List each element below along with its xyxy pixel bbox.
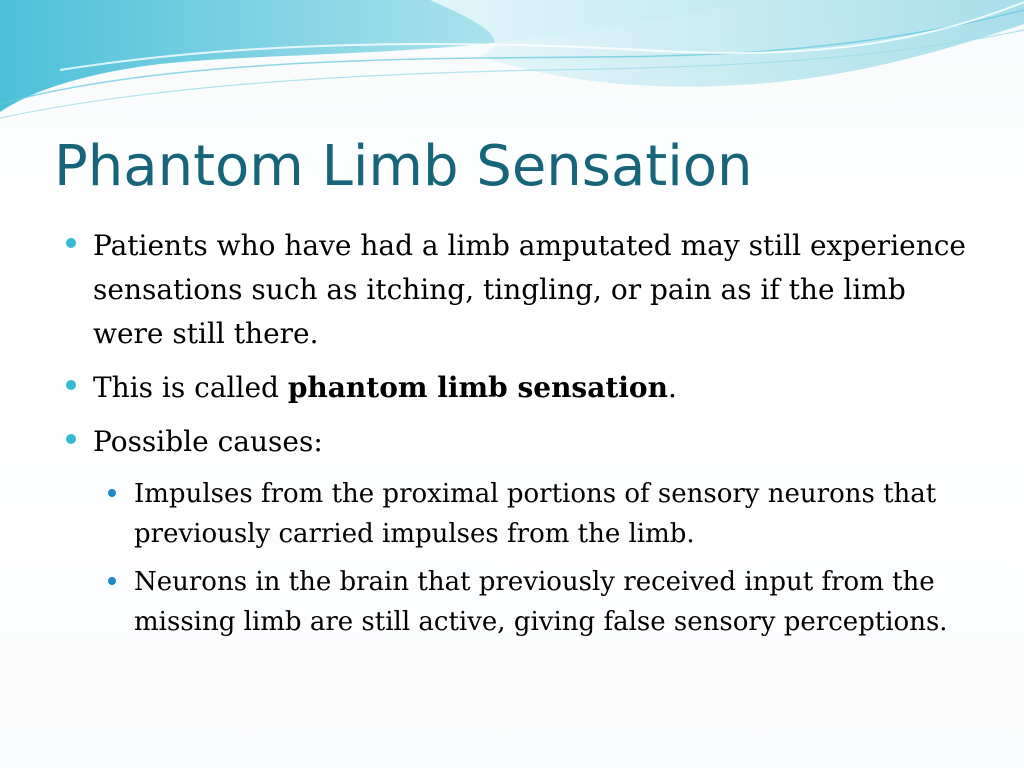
bullet-dot-icon <box>66 380 76 390</box>
wave-band-secondary <box>430 0 1024 87</box>
definition-term: phantom limb sensation <box>287 371 668 404</box>
bullet-text: Possible causes: <box>93 425 323 458</box>
bullet-text <box>93 366 970 410</box>
sub-bullet-item-proximal-neurons <box>102 474 970 554</box>
definition-prefix: This is called <box>93 371 288 404</box>
sub-bullet-dot-icon <box>108 577 116 585</box>
sub-bullet-dot-icon <box>108 489 116 497</box>
bullet-item-amputation <box>60 224 970 356</box>
header-wave-decoration <box>0 0 1024 130</box>
sub-bullet-text: Impulses from the proximal portions of sensory neurons that previously carried impulses from the limb. <box>134 479 937 549</box>
slide-body <box>60 224 970 650</box>
sub-bullet-list <box>60 474 970 642</box>
bullet-text: Patients who have had a limb amputated may still experience sensations such as itching, tingling, or pain as if the limb were still there. <box>93 229 967 350</box>
bullet-item-causes <box>60 420 970 464</box>
bullet-list <box>60 224 970 464</box>
bullet-dot-icon <box>66 238 76 248</box>
bullet-dot-icon <box>66 434 76 444</box>
definition-suffix: . <box>667 371 677 404</box>
sub-bullet-text: Neurons in the brain that previously received input from the missing limb are still active, giving false sensory perceptions. <box>134 567 948 637</box>
bullet-item-definition <box>60 366 970 410</box>
sub-bullet-item-brain-neurons <box>102 562 970 642</box>
slide-title: Phantom Limb Sensation <box>54 134 753 199</box>
